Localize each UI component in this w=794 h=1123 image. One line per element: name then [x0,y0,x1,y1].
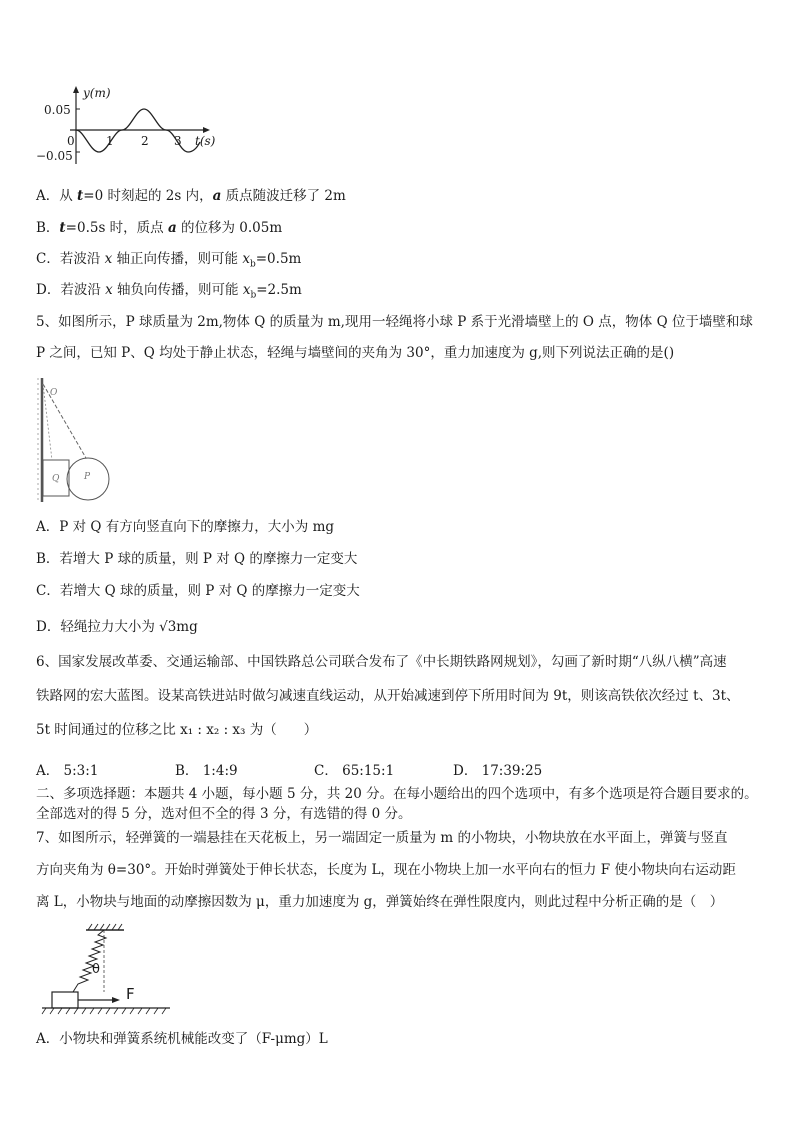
graph-t-label: t(s) [195,134,216,148]
q7-stem-line3: 离 L，小物块与地面的动摩擦因数为 μ，重力加速度为 g，弹簧始终在弹性限度内，则此过程中分析正确的是（ ） [36,894,724,910]
q5-option-b: B．若增大 P 球的质量，则 P 对 Q 的摩擦力一定变大 [36,551,358,567]
q6-stem-line2: 铁路网的宏大蓝图。设某高铁进站时做匀减速直线运动，从开始减速到停下所用时间为 9t，则该高铁依次经过 t、3t、 [36,688,740,704]
section2-line2: 全部选对的得 5 分，选对但不全的得 3 分，有选错的得 0 分。 [36,806,412,822]
q5-option-a: A．P 对 Q 有方向竖直向下的摩擦力，大小为 mg [36,519,335,535]
q5-stem-line1: 5、如图所示，P 球质量为 2m,物体 Q 的质量为 m,现用一轻绳将小球 P 系于光滑墙壁上的 O 点，物体 Q 位于墙壁和球 [36,314,753,330]
q6-option-c: C． 65:15:1 [314,763,395,779]
q4-option-d: D．若波沿 x 轴负向传播，则可能 $x_b=2.5m$ [36,282,302,301]
q7-theta-label: θ [92,962,100,977]
q6-option-a: A． 5:3:1 [36,763,99,779]
q4-option-c: C．若波沿 x 轴正向传播，则可能 $x_b=0.5m$ [36,251,302,270]
q5-label-q: Q [52,474,60,484]
graph-y-neg: −0.05 [36,149,73,163]
q6-stem-line1: 6、国家发展改革委、交通运输部、中国铁路总公司联合发布了《中长期铁路网规划》，勾画了新时期“八纵八横”高速 [36,654,727,670]
q6-stem-line3: 5t 时间通过的位移之比 x₁ : x₂ : x₃ 为（ ） [36,722,318,738]
q6-option-d: D． 17:39:25 [453,763,543,779]
graph-origin: 0 [67,134,75,148]
q4-option-b: B．t=0.5s 时，质点 a 的位移为 0.05m [36,220,283,236]
q5-option-d: D．轻绳拉力大小为 √3mg [36,619,198,635]
q5-option-c: C．若增大 Q 球的质量，则 P 对 Q 的摩擦力一定变大 [36,583,360,599]
q4-option-a: A．从 t=0 时刻起的 2s 内，a 质点随波迁移了 2m [36,188,346,204]
graph-tick-1: 1 [106,134,114,148]
graph-tick-2: 2 [141,134,149,148]
q5-label-p: P [84,472,91,482]
q5-figure [36,374,116,506]
q7-stem-line1: 7、如图所示，轻弹簧的一端悬挂在天花板上，另一端固定一质量为 m 的小物块，小物块放在水平面上，弹簧与竖直 [36,830,728,846]
q6-option-b: B． 1:4:9 [175,763,238,779]
q7-option-a: A．小物块和弹簧系统机械能改变了（F-μmg）L [36,1031,328,1047]
q5-label-o: O [50,388,58,398]
q7-force-label: F [126,985,135,1003]
graph-tick-3: 3 [174,134,182,148]
graph-y-pos: 0.05 [44,103,71,117]
section2-line1: 二、多项选择题：本题共 4 小题，每小题 5 分，共 20 分。在每小题给出的四个选项中，有多个选项是符合题目要求的。 [36,786,758,802]
graph-y-label: y(m) [83,86,111,100]
q7-stem-line2: 方向夹角为 θ=30°。开始时弹簧处于伸长状态，长度为 L，现在小物块上加一水平向右的恒力 F 使小物块向右运动距 [36,862,736,878]
q5-stem-line2: P 之间，已知 P、Q 均处于静止状态，轻绳与墙壁间的夹角为 30°，重力加速度为 g,则下列说法正确的是() [36,345,675,361]
q7-figure [40,922,180,1018]
